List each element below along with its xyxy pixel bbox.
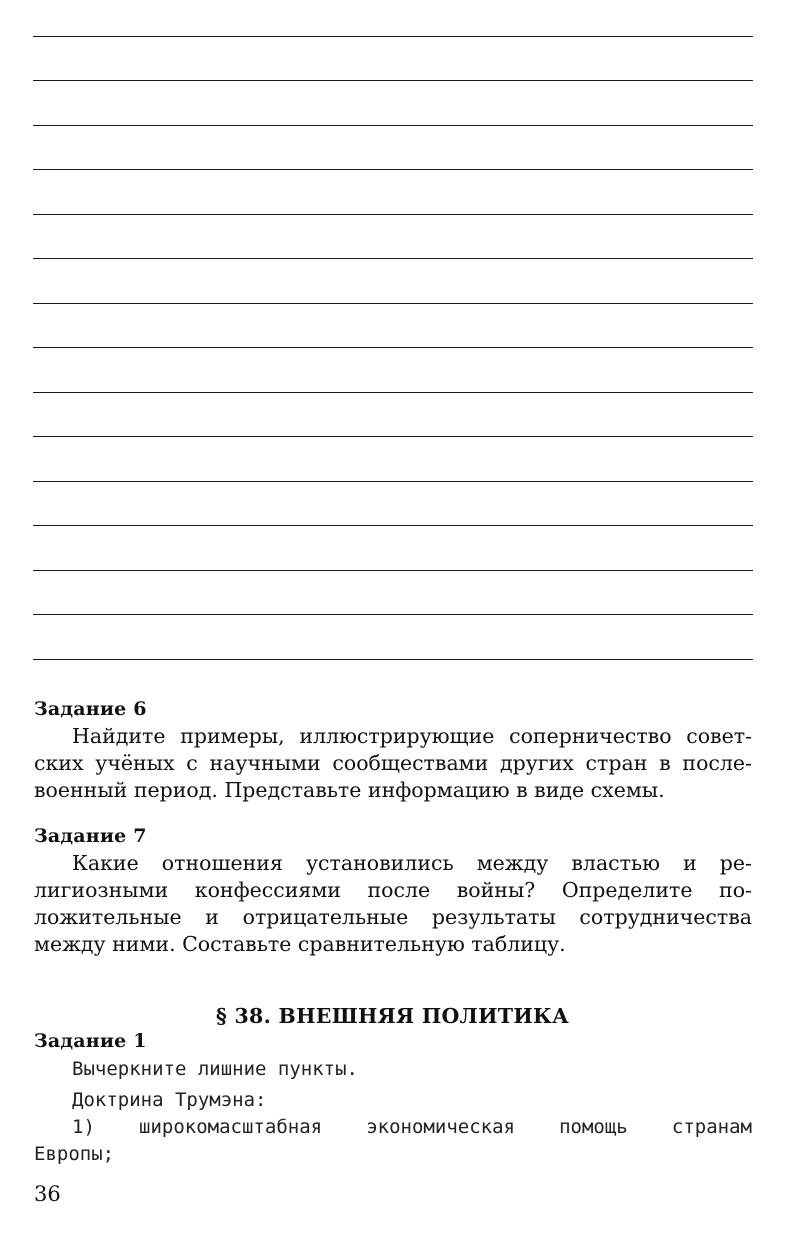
answer-line[interactable] <box>33 303 753 304</box>
answer-line[interactable] <box>33 258 753 259</box>
task7-title: Задание 7 <box>34 825 147 847</box>
task1-item1-cont: Европы; <box>34 1143 115 1165</box>
answer-line[interactable] <box>33 614 753 615</box>
task7-line: между ними. Составьте сравнительную таблицу. <box>34 932 566 956</box>
task6-line: Найдите примеры, иллюстрирующие соперничество совет- <box>72 724 752 748</box>
answer-line[interactable] <box>33 36 753 37</box>
answer-line[interactable] <box>33 169 753 170</box>
task6-line: военный период. Представьте информацию в виде схемы. <box>34 778 665 802</box>
answer-line[interactable] <box>33 436 753 437</box>
answer-line[interactable] <box>33 481 753 482</box>
answer-line[interactable] <box>33 570 753 571</box>
task6-title: Задание 6 <box>34 698 147 720</box>
answer-line[interactable] <box>33 214 753 215</box>
section-title: § 38. ВНЕШНЯЯ ПОЛИТИКА <box>216 1004 569 1028</box>
task1-title: Задание 1 <box>34 1030 147 1052</box>
task7-text <box>34 850 752 958</box>
answer-line[interactable] <box>33 525 753 526</box>
answer-line[interactable] <box>33 80 753 81</box>
answer-line[interactable] <box>33 392 753 393</box>
task7-line: Какие отношения установились между властью и ре- <box>72 851 752 875</box>
page-number: 36 <box>34 1182 61 1206</box>
task1-text <box>34 1056 752 1168</box>
task7-line: лигиозными конфессиями после войны? Определите по- <box>34 878 752 902</box>
answer-line[interactable] <box>33 125 753 126</box>
task6-text <box>34 723 752 804</box>
task6-line: ских учёных с научными сообществами других стран в после- <box>34 751 752 775</box>
answer-line[interactable] <box>33 659 753 660</box>
task7-line: ложительные и отрицательные результаты сотрудничества <box>34 905 752 929</box>
task1-subject: Доктрина Трумэна: <box>72 1089 267 1111</box>
answer-line[interactable] <box>33 347 753 348</box>
task1-item1: 1) широкомасштабная экономическая помощь странам <box>72 1116 752 1138</box>
task1-instruction: Вычеркните лишние пункты. <box>72 1058 358 1080</box>
